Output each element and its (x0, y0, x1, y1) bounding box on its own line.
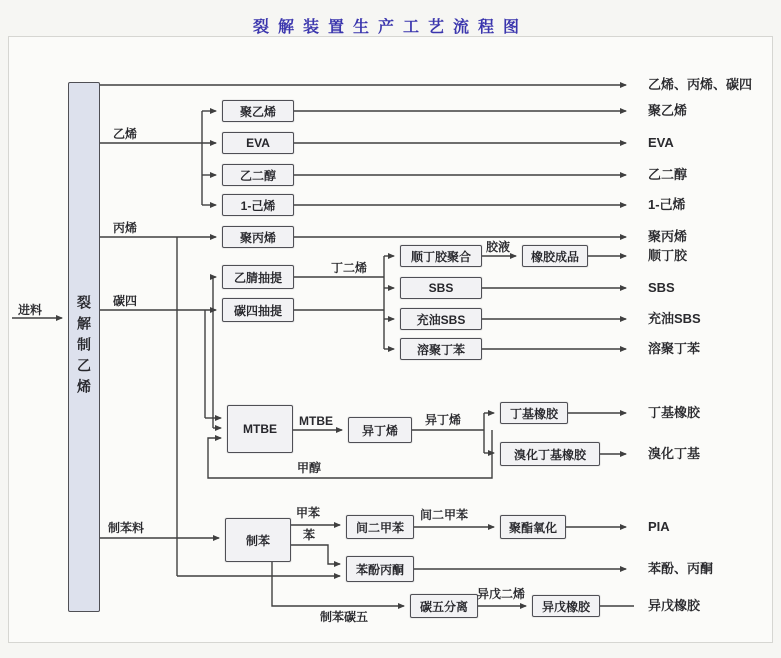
node-rubber-product: 橡胶成品 (522, 245, 588, 267)
output-label: 溶聚丁苯 (648, 341, 701, 356)
edge-label: 制苯料 (108, 521, 145, 535)
output-label: 异戊橡胶 (648, 598, 701, 613)
cracking-unit-label: 裂解制乙烯 (76, 294, 92, 400)
edge-label: 甲苯 (296, 506, 321, 520)
node-sbs: SBS (400, 277, 482, 299)
node-polypropylene: 聚丙烯 (222, 226, 294, 248)
node-hexene: 1-己烯 (222, 194, 294, 216)
output-label: 乙烯、丙烯、碳四 (648, 77, 753, 92)
output-label: 溴化丁基 (648, 446, 701, 461)
node-glycol: 乙二醇 (222, 164, 294, 186)
node-ester-oxidation: 聚酯氧化 (500, 515, 566, 539)
edge-label: 碳四 (113, 294, 138, 308)
node-m-xylene: 间二甲苯 (346, 515, 414, 539)
node-mtbe: MTBE (227, 405, 293, 453)
node-c4-extraction: 碳四抽提 (222, 298, 294, 322)
node-isobutylene: 异丁烯 (348, 417, 412, 443)
node-eva: EVA (222, 132, 294, 154)
edge-label: 间二甲苯 (420, 508, 469, 522)
node-oil-sbs: 充油SBS (400, 308, 482, 330)
edge-label: 异戊二烯 (477, 587, 526, 601)
node-acn-extraction: 乙腈抽提 (222, 265, 294, 289)
edge-label: 胶液 (486, 240, 511, 254)
edge-label: 丙烯 (113, 221, 138, 235)
output-label: PIA (648, 519, 670, 534)
diagram-title: 裂解装置生产工艺流程图 (252, 19, 528, 36)
output-label: EVA (648, 135, 674, 150)
output-label: 苯酚、丙酮 (648, 561, 714, 576)
node-cracking-unit (68, 82, 100, 612)
output-label: 聚丙烯 (648, 229, 688, 244)
output-label: 丁基橡胶 (648, 405, 701, 420)
node-butyl-rubber: 丁基橡胶 (500, 402, 568, 424)
wire (291, 545, 340, 564)
edge-label: 制苯碳五 (320, 610, 369, 624)
edge-label: 甲醇 (297, 461, 322, 475)
node-isoprene-rubber: 异戊橡胶 (532, 595, 600, 617)
output-label: 顺丁胶 (648, 248, 688, 263)
node-phenol-acetone: 苯酚丙酮 (346, 556, 414, 582)
node-polyethylene: 聚乙烯 (222, 100, 294, 122)
node-benzene-unit: 制苯 (225, 518, 291, 562)
output-label: 乙二醇 (648, 167, 688, 182)
feed-label: 进料 (18, 303, 43, 317)
output-label: 充油SBS (648, 311, 701, 326)
node-c5-separation: 碳五分离 (410, 594, 478, 618)
output-label: 聚乙烯 (648, 103, 688, 118)
edge-label: 苯 (303, 528, 316, 542)
edge-label: 丁二烯 (331, 261, 368, 275)
edge-label: MTBE (299, 414, 333, 428)
output-label: 1-己烯 (648, 197, 686, 212)
node-br-polymerization: 顺丁胶聚合 (400, 245, 482, 267)
node-solution-sbr: 溶聚丁苯 (400, 338, 482, 360)
node-bromobutyl-rubber: 溴化丁基橡胶 (500, 442, 600, 466)
edge-label: 乙烯 (113, 127, 138, 141)
output-label: SBS (648, 280, 675, 295)
edge-label: 异丁烯 (425, 413, 462, 427)
